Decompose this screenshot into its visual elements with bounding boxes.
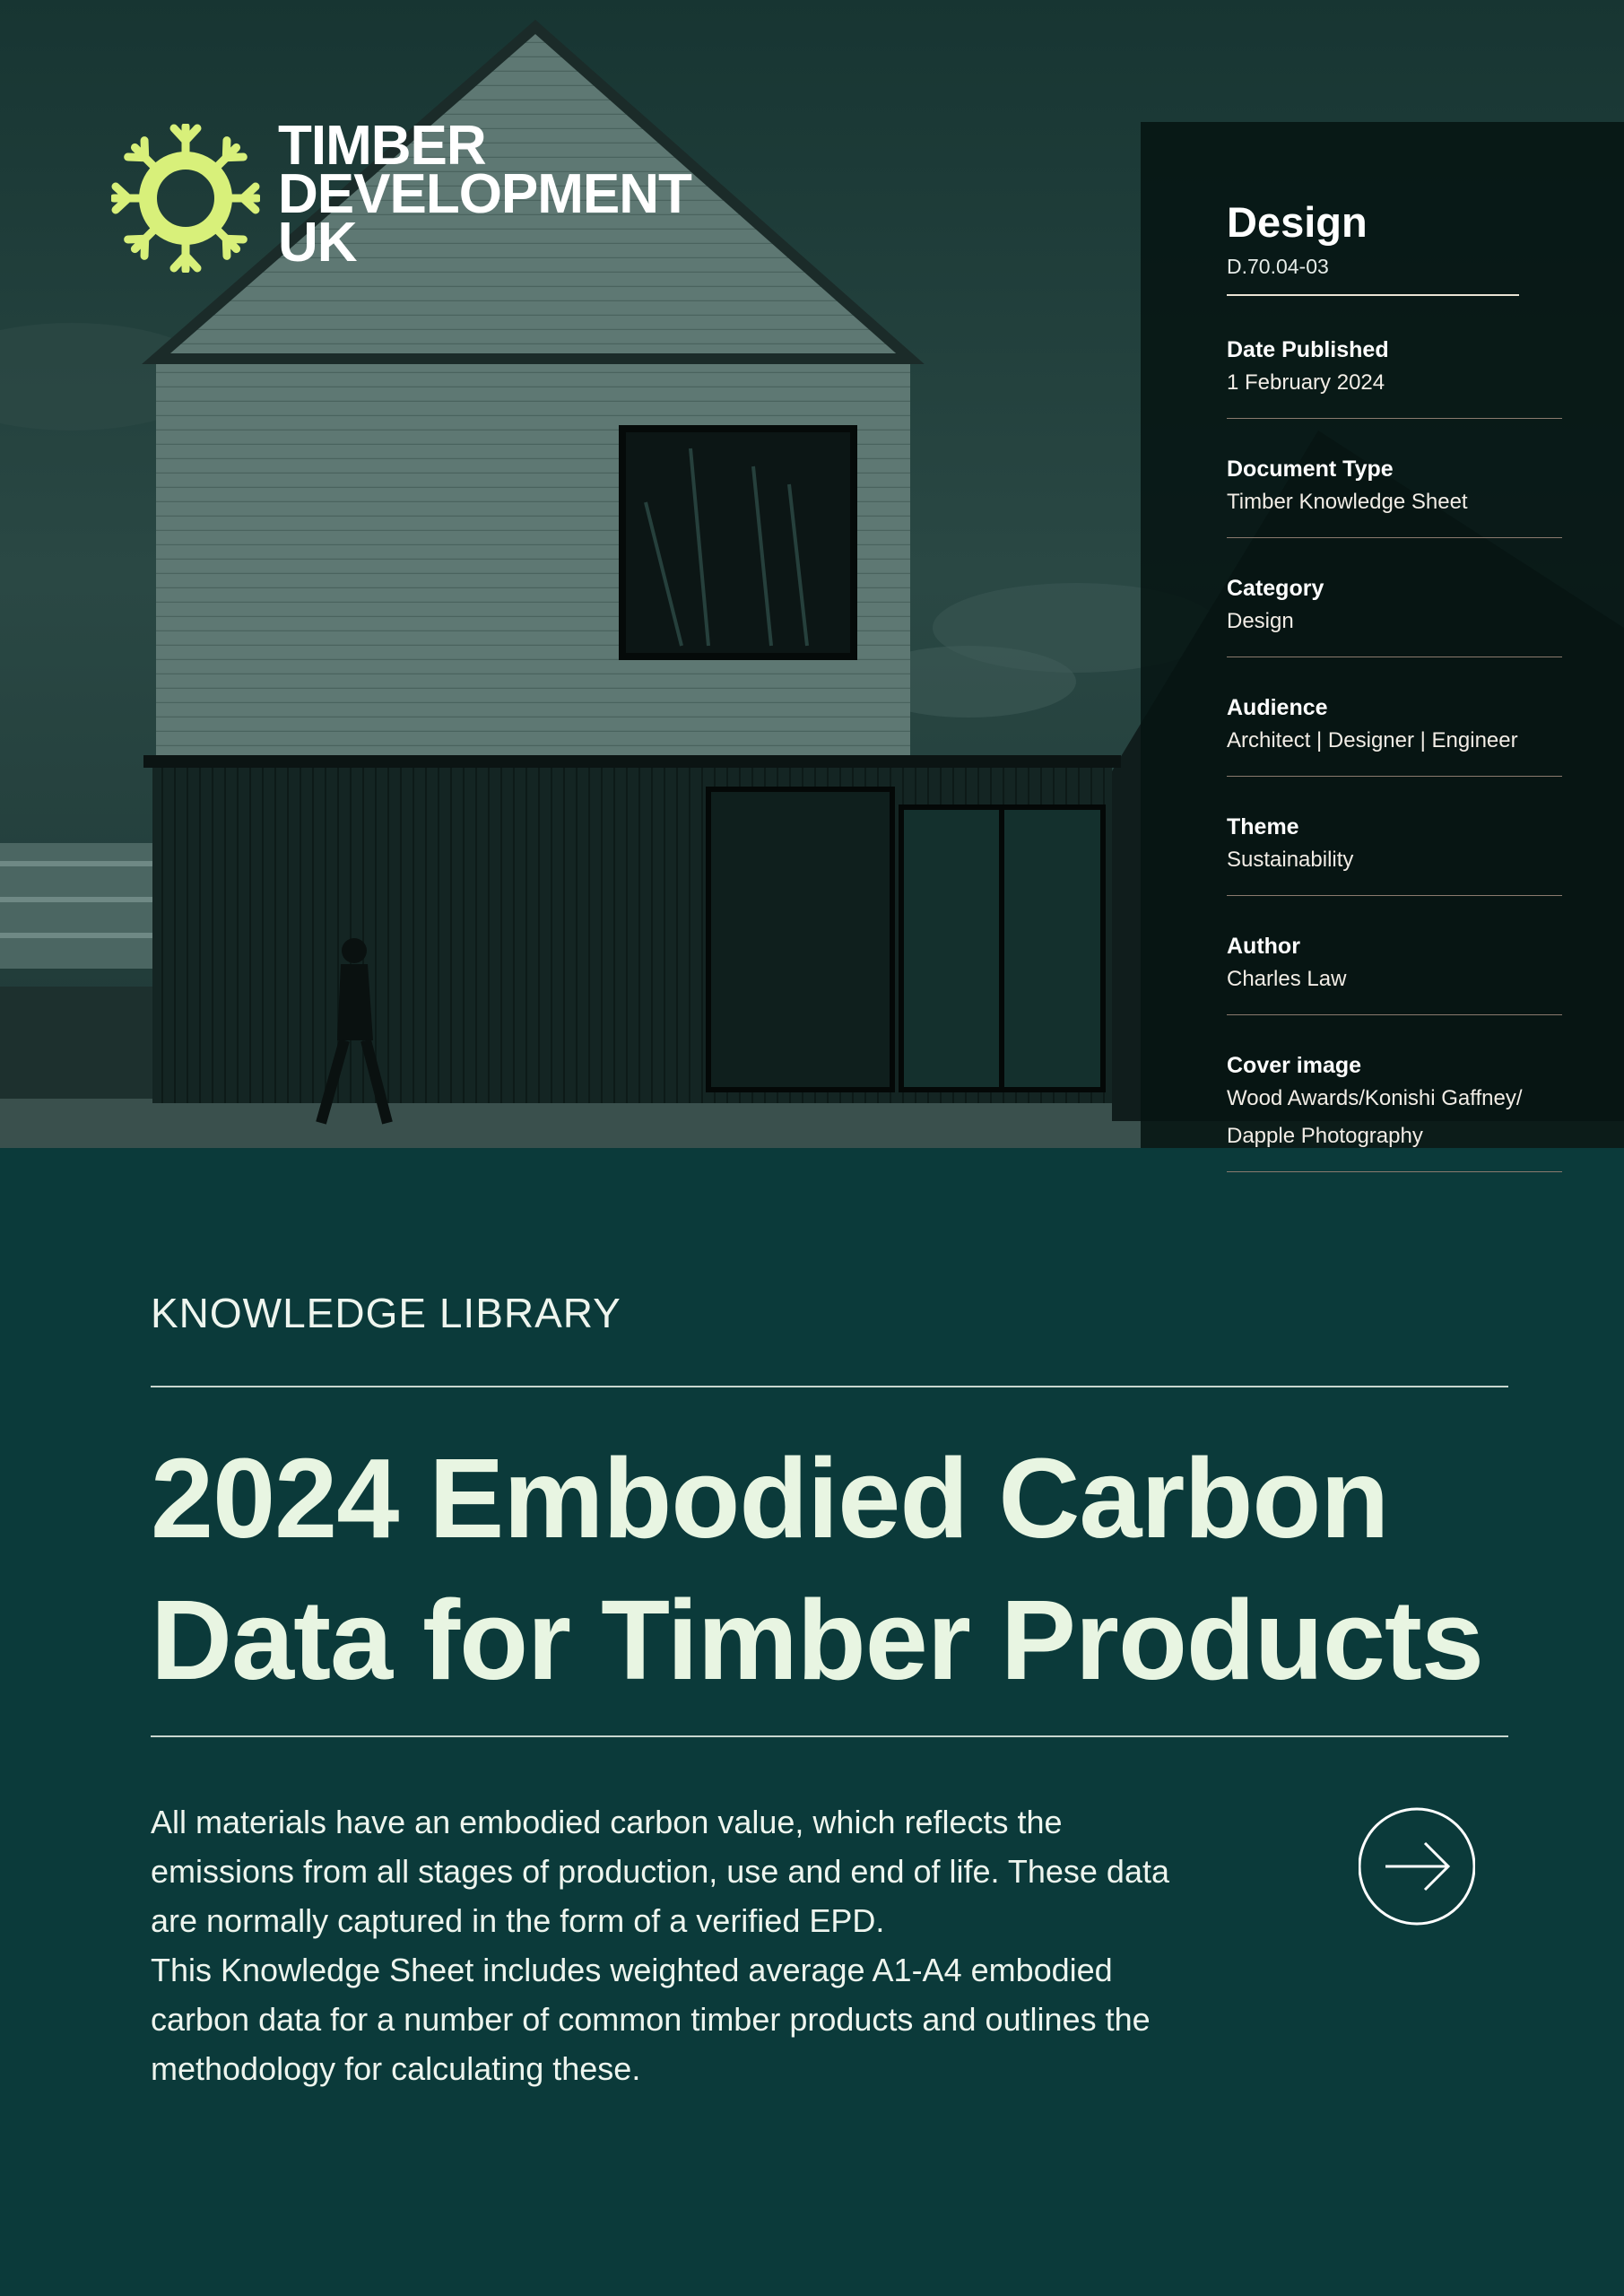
intro-line: emissions from all stages of production, use and end of life. These data [151, 1853, 1169, 1890]
meta-label: Category [1227, 576, 1324, 601]
logo-line: DEVELOPMENT [278, 163, 691, 225]
meta-label: Document Type [1227, 457, 1394, 482]
title-line: Data for Timber Products [151, 1577, 1483, 1703]
logo-mark-icon [111, 124, 260, 273]
title-line: 2024 Embodied Carbon [151, 1435, 1389, 1561]
meta-label: Audience [1227, 695, 1328, 720]
meta-value: Timber Knowledge Sheet [1227, 490, 1468, 514]
meta-value: Sustainability [1227, 848, 1354, 872]
page-title [151, 1428, 1621, 1711]
meta-author [1227, 896, 1562, 1015]
intro-line: carbon data for a number of common timber products and outlines the [151, 2001, 1151, 2038]
meta-value: Wood Awards/Konishi Gaffney/ [1227, 1086, 1523, 1110]
arrow-right-circle-icon[interactable] [1359, 1804, 1475, 1929]
logo-line: UK [278, 212, 357, 274]
intro-line: This Knowledge Sheet includes weighted average A1-A4 embodied [151, 1952, 1113, 1988]
meta-cover-image [1227, 1015, 1562, 1172]
meta-date-published [1227, 296, 1562, 419]
document-info-panel [1141, 122, 1624, 1148]
divider [151, 1735, 1508, 1737]
meta-label: Date Published [1227, 337, 1389, 362]
meta-label: Theme [1227, 814, 1299, 839]
intro-paragraph [151, 1797, 1334, 2093]
meta-audience [1227, 657, 1562, 777]
meta-value: Dapple Photography [1227, 1124, 1423, 1148]
intro-line: are normally captured in the form of a verified EPD. [151, 1902, 885, 1939]
meta-value: 1 February 2024 [1227, 370, 1385, 395]
meta-category [1227, 538, 1562, 657]
meta-value: Architect | Designer | Engineer [1227, 728, 1518, 752]
meta-document-type [1227, 419, 1562, 538]
intro-line: methodology for calculating these. [151, 2050, 641, 2087]
intro-line: All materials have an embodied carbon value, which reflects the [151, 1804, 1063, 1840]
logo-line: TIMBER [278, 115, 486, 177]
meta-theme [1227, 777, 1562, 896]
meta-value: Design [1227, 609, 1294, 633]
meta-label: Cover image [1227, 1053, 1362, 1078]
meta-label: Author [1227, 934, 1300, 959]
section-label: KNOWLEDGE LIBRARY [151, 1290, 621, 1336]
meta-value: Charles Law [1227, 967, 1347, 991]
panel-title: Design [1227, 198, 1368, 246]
divider [151, 1386, 1508, 1387]
logo-wordmark [278, 115, 691, 274]
document-code: D.70.04-03 [1227, 255, 1329, 278]
brand-logo [111, 115, 721, 283]
